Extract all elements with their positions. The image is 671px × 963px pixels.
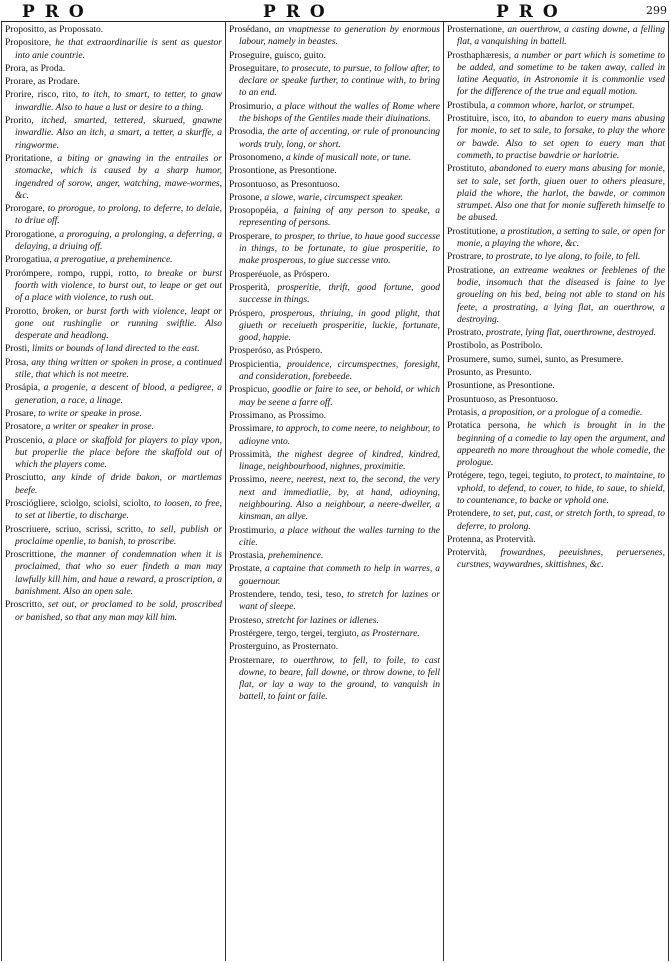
entry-headword: Prosciutto, bbox=[5, 473, 46, 484]
entry-headword: Prosimurio, bbox=[229, 101, 274, 112]
entry-headword: Prosédano, bbox=[229, 25, 271, 35]
entry-headword: Prostratione, bbox=[447, 265, 496, 276]
dictionary-entry bbox=[228, 615, 440, 627]
dictionary-entry bbox=[446, 163, 665, 224]
entry-definition: to set, put, cast, or stretch forth, to spread, to deferre, to prolong. bbox=[457, 509, 665, 532]
dictionary-entry bbox=[228, 345, 440, 357]
dictionary-entry bbox=[4, 599, 222, 624]
entry-definition: to approch, to come neere, to neighbour, to adioyne vnto. bbox=[239, 424, 440, 447]
entry-headword: Protatica persona, bbox=[447, 421, 520, 432]
entry-definition: to loosen, to free, to set at libertie, to discharge. bbox=[15, 498, 222, 522]
entry-definition: the arte of accenting, or rule of pronouncing words truly, long, or short. bbox=[239, 127, 440, 150]
header-rule bbox=[2, 21, 669, 22]
dictionary-entry bbox=[446, 420, 665, 469]
dictionary-entry bbox=[4, 89, 222, 114]
dictionary-entry bbox=[446, 251, 665, 263]
entry-definition: broken, or burst forth with violence, leapt or gone out rushinglie or running swiftlie. Also desperate and headlong. bbox=[15, 306, 222, 342]
entry-headword: Prostrare, bbox=[447, 252, 484, 263]
dictionary-entry bbox=[228, 50, 440, 62]
entry-definition: to itch, to smart, to tetter, to gnaw inwardlie. Also to haue a lust or desire to a thing. bbox=[15, 90, 222, 113]
dictionary-entry bbox=[446, 113, 665, 162]
entry-definition: to prorogue, to prolong, to deferre, to delaie, to driue off. bbox=[15, 204, 222, 227]
entry-definition: a proroguing, a prolonging, a deferring, a delaying, a driuing off. bbox=[15, 229, 222, 253]
entry-headword: Prosa, bbox=[5, 357, 29, 368]
entry-headword: Prostate, bbox=[229, 564, 262, 575]
entry-headword: Prosperéuole, as Próspero. bbox=[229, 269, 330, 280]
entry-definition: a place without the walles of Rome where the bishops of the Gentiles made their diuinations. bbox=[239, 101, 440, 125]
dictionary-entry bbox=[228, 449, 440, 474]
entry-headword: Protégere, tego, tegei, tegiuto, bbox=[447, 471, 562, 482]
entry-headword: Proritatione, bbox=[5, 153, 53, 164]
entry-definition: an vnaptnesse to generation by enormous labour, namely in beastes. bbox=[239, 25, 440, 48]
entry-definition: a slowe, warie, circumspect speaker. bbox=[264, 192, 404, 203]
entry-headword: Prosperità, bbox=[229, 282, 270, 293]
dictionary-entry bbox=[446, 534, 665, 546]
entry-headword: Propositore, bbox=[5, 38, 52, 49]
dictionary-entry bbox=[4, 153, 222, 202]
dictionary-entry bbox=[228, 550, 440, 562]
dictionary-entry bbox=[228, 192, 440, 204]
dictionary-entry bbox=[446, 265, 665, 326]
entry-definition: a faining of any person to speake, a representing of persons. bbox=[239, 206, 440, 229]
dictionary-entry bbox=[4, 268, 222, 305]
entry-headword: Prosunto, as Presunto. bbox=[447, 368, 532, 379]
entry-definition: any thing written or spoken in prose, a continued stile, that which is not meetre. bbox=[15, 357, 222, 381]
guide-word-left: PRO bbox=[22, 2, 94, 22]
entry-headword: Prossimità, bbox=[229, 449, 272, 460]
entry-definition: he that extraordinarilie is sent as questor into anie countrie. bbox=[15, 38, 222, 61]
dictionary-column-1 bbox=[4, 24, 222, 960]
entry-headword: Prosumere, sumo, sumei, sunto, as Presumere. bbox=[447, 354, 624, 365]
entry-definition: frowardnes, peeuishnes, peruersenes, curstnes, waywardnes, skittishnes, &c. bbox=[457, 548, 665, 571]
dictionary-entry bbox=[228, 101, 440, 126]
dictionary-entry bbox=[446, 380, 665, 392]
dictionary-entry bbox=[4, 115, 222, 152]
entry-headword: Prostrato, bbox=[447, 328, 484, 339]
dictionary-entry bbox=[228, 525, 440, 550]
dictionary-entry bbox=[228, 282, 440, 307]
entry-definition: he which is brought in in the beginning of a comedie to lay open the argument, and appeareth no more throughout the whole comedie, the prologue. bbox=[457, 421, 665, 469]
dictionary-entry bbox=[228, 231, 440, 268]
entry-definition: to ouerthrow, to fell, to foile, to cast downe, to beare, fall downe, or throw downe, to fell flat, or lay a way to the ground, to vanquish in battell, to faint or faile. bbox=[239, 655, 440, 703]
entry-headword: Próspero, bbox=[229, 308, 266, 319]
entry-headword: Prostitutione, bbox=[447, 226, 498, 237]
entry-definition: a prerogatiue, a preheminence. bbox=[54, 255, 173, 266]
dictionary-entry bbox=[446, 24, 665, 49]
dictionary-entry bbox=[446, 470, 665, 507]
entry-headword: Prora, as Proda. bbox=[5, 63, 66, 74]
dictionary-entry bbox=[228, 205, 440, 230]
entry-headword: Prosodia, bbox=[229, 127, 265, 138]
dictionary-entry bbox=[4, 229, 222, 254]
dictionary-entry bbox=[228, 63, 440, 100]
dictionary-entry bbox=[4, 498, 222, 523]
entry-definition: to prosecute, to pursue, to follow after, to declare or speake further, to continue with, to bring to an end. bbox=[239, 63, 440, 99]
dictionary-entry bbox=[228, 423, 440, 448]
entry-definition: a place or skaffold for players to play vpon, but properlie the place before the skaffold out of which the players come. bbox=[15, 435, 222, 471]
dictionary-entry bbox=[4, 24, 222, 36]
dictionary-entry bbox=[228, 589, 440, 614]
entry-headword: Protendere, bbox=[447, 509, 491, 520]
entry-definition: to breake or burst foorth with violence, to burst out, to leape or get out of a place with violence, to rush out. bbox=[15, 268, 222, 304]
dictionary-entry bbox=[446, 100, 665, 112]
entry-definition: preheminence. bbox=[268, 551, 324, 562]
entry-definition: as Prosternare. bbox=[361, 628, 420, 639]
entry-headword: Proscenio, bbox=[5, 435, 45, 446]
entry-definition: a progenie, a descent of blood, a pedigree, a generation, a race, a linage. bbox=[15, 383, 222, 406]
entry-headword: Prosone, bbox=[229, 192, 262, 203]
entry-headword: Prostibolo, as Postribolo. bbox=[447, 341, 543, 352]
entry-definition: limits or bounds of land directed to the east. bbox=[31, 344, 200, 355]
dictionary-entry bbox=[4, 76, 222, 88]
dictionary-entry bbox=[4, 37, 222, 62]
dictionary-column-2 bbox=[228, 24, 440, 960]
column-rule-1 bbox=[225, 21, 226, 961]
entry-headword: Prostibula, bbox=[447, 100, 488, 111]
entry-definition: to abandon to euery mans abusing for monie, to set to sale, to forsake, to play the whore or bawde. Also to set open to euery man that commeth, to practise bawdrie or harlotrie. bbox=[457, 114, 665, 161]
dictionary-entry bbox=[228, 641, 440, 653]
entry-headword: Prosuntione, as Presontione. bbox=[447, 381, 555, 392]
entry-headword: Proscrittione, bbox=[5, 550, 56, 561]
dictionary-entry bbox=[228, 152, 440, 164]
dictionary-entry bbox=[4, 435, 222, 472]
entry-headword: Prosontione, as Presontione. bbox=[229, 166, 337, 177]
entry-definition: prostrate, lying flat, ouerthrowne, destroyed. bbox=[486, 328, 656, 339]
dictionary-entry bbox=[4, 382, 222, 407]
dictionary-entry bbox=[446, 508, 665, 533]
entry-headword: Prorire, risco, rito, bbox=[5, 90, 79, 101]
entry-headword: Prosti, bbox=[5, 344, 30, 355]
entry-headword: Propositto, as Propossato. bbox=[5, 25, 104, 35]
entry-headword: Prossimo, bbox=[229, 475, 267, 486]
dictionary-entry bbox=[228, 655, 440, 704]
dictionary-entry bbox=[446, 226, 665, 251]
dictionary-entry bbox=[446, 327, 665, 339]
entry-definition: an extreame weaknes or feeblenes of the bodie, insomuch that the diseased is faine to lye groueling on his bed, being not able to stand on his feete, a prostrating, a lying flat, an ouerthrow, a destroying. bbox=[457, 265, 665, 325]
entry-headword: Prostituire, isco, ito, bbox=[447, 114, 526, 125]
dictionary-entry bbox=[228, 179, 440, 191]
entry-headword: Prorogatiua, bbox=[5, 255, 52, 266]
dictionary-entry bbox=[446, 407, 665, 419]
page-number: 299 bbox=[646, 4, 667, 17]
dictionary-entry bbox=[228, 359, 440, 384]
entry-headword: Prorotto, bbox=[5, 306, 39, 317]
dictionary-entry bbox=[228, 563, 440, 588]
column-rule-2 bbox=[443, 21, 444, 961]
dictionary-entry bbox=[4, 357, 222, 382]
entry-headword: Proseguitare, bbox=[229, 63, 279, 74]
entry-headword: Protasis, bbox=[447, 407, 480, 418]
column-rule-left bbox=[1, 21, 2, 961]
entry-headword: Prossimano, as Prossimo. bbox=[229, 410, 327, 421]
guide-word-right: PRO bbox=[496, 2, 568, 22]
entry-headword: Prosteso, bbox=[229, 615, 264, 626]
entry-definition: to protect, to maintaine, to vphold, to defend, to couer, to hide, to saue, to shield, to countenance, to backe or vphold one. bbox=[457, 471, 665, 506]
dictionary-entry bbox=[446, 367, 665, 379]
entry-definition: itched, smarted, tettered, skurued, gnawne inwardlie. Also an itch, a smart, a tetter, a skurffe, a ringworme. bbox=[15, 116, 222, 151]
entry-definition: prouidence, circumspectnes, foresight, and consideration, forebeede. bbox=[239, 359, 440, 383]
dictionary-entry bbox=[4, 472, 222, 497]
entry-headword: Protervità, bbox=[447, 548, 487, 559]
entry-definition: abandoned to euery mans abusing for monie, set to sale, set forth, giuen ouer to others pleasure, plaid the whore, the harlot, the bawde, or common strumpet. Also one that for monie suffereth himselfe to be abused. bbox=[457, 164, 665, 224]
dictionary-entry bbox=[446, 394, 665, 406]
dictionary-column-3 bbox=[446, 24, 665, 960]
entry-headword: Prossimare, bbox=[229, 424, 274, 435]
entry-headword: Prorómpere, rompo, ruppi, rotto, bbox=[5, 268, 139, 279]
entry-headword: Prostérgere, tergo, tergei, tergiuto, bbox=[229, 628, 359, 639]
entry-headword: Prostimurio, bbox=[229, 525, 277, 536]
entry-headword: Prosternare, bbox=[229, 655, 275, 666]
dictionary-entry bbox=[4, 549, 222, 598]
dictionary-entry bbox=[446, 354, 665, 366]
dictionary-entry bbox=[228, 410, 440, 422]
dictionary-entry bbox=[4, 421, 222, 433]
entry-definition: a prostitution, a setting to sale, or open for monie, a playing the whore, &c. bbox=[457, 226, 665, 250]
entry-definition: the manner of condemnation when it is proclaimed, that who so euer findeth a man may lawfully kill him, and haue a reward, a proscription, a banishment. Also an open sale. bbox=[15, 550, 222, 598]
entry-headword: Prosatore, bbox=[5, 422, 44, 433]
dictionary-entry bbox=[4, 524, 222, 549]
entry-definition: a captaine that commeth to help in warres, a gouernour. bbox=[239, 564, 440, 587]
page-header bbox=[0, 0, 671, 20]
entry-headword: Prostasia, bbox=[229, 551, 266, 562]
column-rule-right bbox=[668, 21, 669, 961]
entry-headword: Prosontuoso, as Presontuoso. bbox=[229, 179, 340, 190]
entry-headword: Prosonomeno, bbox=[229, 152, 284, 163]
entry-headword: Prostendere, tendo, tesi, teso, bbox=[229, 590, 344, 601]
entry-headword: Prosthaphæresis, bbox=[447, 50, 512, 61]
entry-definition: to prostrate, to lye along, to foile, to fell. bbox=[486, 252, 641, 263]
entry-headword: Prostituto, bbox=[447, 164, 487, 175]
entry-definition: a number or part which is sometime to be added, and sometime to be taken away, called in latine Aequatio, in Astronomie it is commonlie vsed for the difference of the true and equall motion. bbox=[457, 50, 665, 98]
entry-headword: Proscriuere, scriuo, scrissi, scritto, bbox=[5, 524, 144, 535]
entry-headword: Prosternatione, bbox=[447, 25, 505, 35]
entry-headword: Proseguire, guisco, guito. bbox=[229, 50, 326, 61]
entry-definition: to stretch for lazines or want of sleepe. bbox=[239, 590, 440, 613]
entry-headword: Prosopopéia, bbox=[229, 206, 279, 217]
entry-definition: a biting or gnawing in the entrailes or stomacke, which is caused by a sharp humor, ingendred of sorow, anger, watching, mawe-wormes, &c. bbox=[15, 153, 222, 201]
entry-headword: Prosuntuoso, as Presontuoso. bbox=[447, 394, 558, 405]
entry-headword: Prorito, bbox=[5, 116, 34, 127]
dictionary-entry bbox=[4, 408, 222, 420]
entry-headword: Proscritto, bbox=[5, 600, 45, 611]
dictionary-entry bbox=[228, 269, 440, 281]
entry-headword: Prorare, as Prodare. bbox=[5, 77, 80, 88]
entry-definition: to sell, publish or proclaime openlie, to banish, to proscribe. bbox=[15, 524, 222, 547]
entry-definition: stretcht for lazines or idlenes. bbox=[265, 615, 379, 626]
entry-definition: an ouerthrow, a casting downe, a felling flat, a vanquishing in battell. bbox=[457, 25, 665, 48]
entry-definition: a proposition, or a prologue of a comedie. bbox=[481, 407, 643, 418]
entry-definition: neere, neerest, next to, the second, the very next and immediatlie, by, at hand, adioyning, neighbouring. Also a neighbour, a neere-dweller, a kinsman, an allye. bbox=[239, 475, 440, 523]
entry-headword: Protenna, as Protervità. bbox=[447, 534, 536, 545]
entry-definition: a common whore, harlot, or strumpet. bbox=[490, 100, 635, 111]
entry-definition: any kinde of dride bakon, or martlemas beefe. bbox=[15, 473, 222, 496]
entry-definition: the nighest degree of kindred, kindred, linage, neighbourhood, nighnes, proximitie. bbox=[239, 449, 440, 473]
entry-definition: to write or speake in prose. bbox=[38, 408, 142, 419]
dictionary-entry bbox=[4, 63, 222, 75]
dictionary-entry bbox=[228, 474, 440, 523]
dictionary-entry bbox=[228, 24, 440, 49]
dictionary-entry bbox=[228, 308, 440, 345]
entry-headword: Prosápia, bbox=[5, 383, 41, 394]
dictionary-entry bbox=[228, 126, 440, 151]
entry-definition: prosperous, thriuing, in good plight, that giueth or receiueth prosperitie, luckie, fortunate, good, happie. bbox=[239, 308, 440, 344]
entry-headword: Prosperóso, as Próspero. bbox=[229, 346, 323, 357]
entry-headword: Prosterguino, as Prosternato. bbox=[229, 642, 339, 653]
entry-definition: goodlie or faire to see, or behold, or which may be seene a farre off. bbox=[239, 385, 440, 408]
dictionary-entry bbox=[228, 384, 440, 409]
dictionary-entry bbox=[446, 547, 665, 572]
entry-definition: a writer or speaker in prose. bbox=[45, 422, 155, 433]
dictionary-entry bbox=[4, 343, 222, 355]
dictionary-entry bbox=[446, 50, 665, 99]
entry-headword: Prorogare, bbox=[5, 204, 45, 215]
entry-headword: Prosare, bbox=[5, 408, 36, 419]
dictionary-entry bbox=[4, 306, 222, 343]
dictionary-entry bbox=[4, 254, 222, 266]
dictionary-entry bbox=[4, 203, 222, 228]
dictionary-entry bbox=[446, 340, 665, 352]
entry-headword: Prosciógliere, sciolgo, sciolsi, sciolto, bbox=[5, 498, 151, 509]
entry-headword: Prorogatione, bbox=[5, 229, 57, 240]
entry-definition: a place without the walles turning to the citie. bbox=[239, 525, 440, 548]
entry-definition: set out, or proclamed to be sold, proscribed or banished, so that any man may kill him. bbox=[15, 600, 222, 623]
dictionary-entry bbox=[228, 165, 440, 177]
entry-definition: a kinde of musicall note, or tune. bbox=[286, 152, 412, 163]
entry-definition: to prosper, to thriue, to haue good successe in things, to be fortunate, to giue prosperitie, to make prosperous, to giue successe vnto. bbox=[239, 231, 440, 267]
dictionary-entry bbox=[228, 628, 440, 640]
entry-headword: Prospicientia, bbox=[229, 359, 281, 370]
entry-headword: Prospicuo, bbox=[229, 385, 270, 396]
entry-headword: Prosperare, bbox=[229, 231, 272, 242]
guide-word-center: PRO bbox=[263, 2, 335, 22]
entry-definition: prosperitie, thrift, good fortune, good successe in things. bbox=[239, 282, 440, 306]
